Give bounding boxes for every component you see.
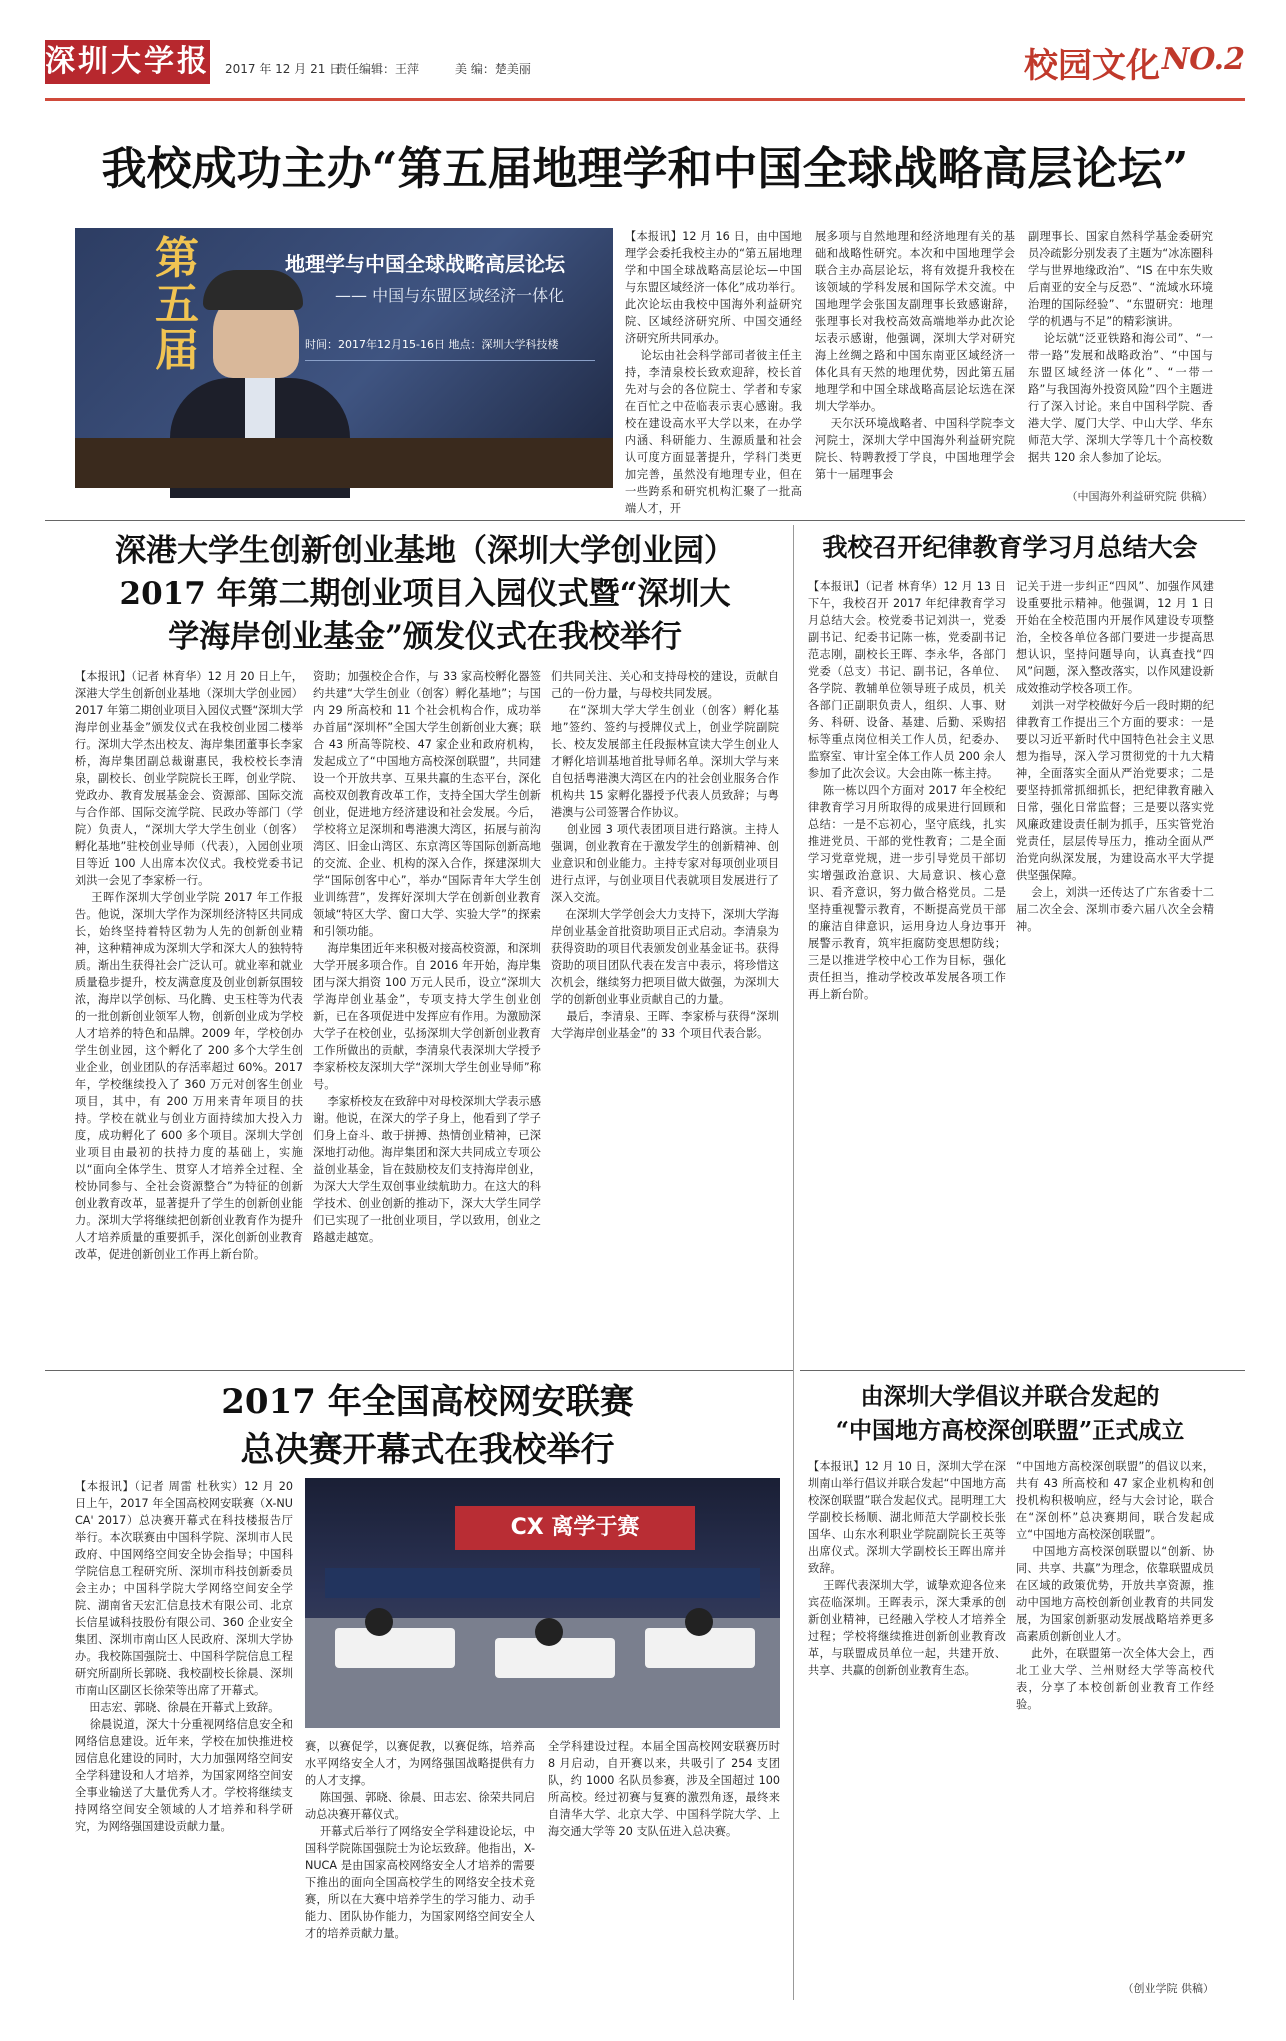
paper-name-logo: 深圳大学报	[45, 40, 210, 84]
article2-headline	[75, 530, 775, 659]
contest-photo	[305, 1478, 780, 1728]
contest-desk-left	[335, 1628, 455, 1668]
masthead	[45, 38, 1245, 98]
article4-col1: 【本报讯】（记者 周雷 杜秋实）12 月 20 日上午，2017 年全国高校网安联赛（X-NUCA' 2017）总决赛开幕式在科技楼报告厅举行。本次联赛由中国科学院、深圳市人民政府、中国网络空间安全协会指导；中国科学院信息工程研究所、深圳市科技创新委员会主办；中国科学院大学网络空间安全学院、湖南省天宏汇信息技术有限公司、北京长信星诚科技股份有限公司、360 企业安全集团、深圳市南山区人民政府、深圳大学协办。我校陈国强院士、中国科学院信息工程研究所副所长郭晓、我校副校长徐晨、深圳市南山区副区长徐荣等出席了开幕式。 田志宏、郭晓、徐晨在开幕式上致辞。 徐晨说道，深大十分重视网络信息安全和网络信息建设。近年来，学校在加快推进校园信息化建设的同时，大力加强网络空间安全学科建设和人才培养，为国家网络空间安全事业输送了大量优秀人才。学校将继续支持网络空间安全领域的人才培养和科学研究，为网络强国建设贡献力量。	[75, 1480, 293, 1833]
contest-stage	[325, 1568, 760, 1598]
article2-col1: 【本报讯】（记者 林育华）12 月 20 日上午，深港大学生创新创业基地（深圳大学创业园）2017 年第二期创业项目入园仪式暨“深圳大学海岸创业基金”颁发仪式在我校创业园二楼举行。深圳大学杰出校友、海岸集团董事长李家桥，海岸集团副总裁谢惠民，我校校长李清泉，副校长、创业学院院长王晖，创业学院、党政办、教育发展基金会、资源部、国际交流与合作部、国际交流学院、民政办等部门（学院）负责人，“深圳大学大学生创业（创客）孵化基地”驻校创业导师（代表），入园创业项目等近 100 人出席本次仪式。我校党委书记刘洪一会见了李家桥一行。 王晖作深圳大学创业学院 2017 年工作报告。他说，深圳大学作为深圳经济特区共同成长，始终坚持着特区勃为人先的创新创业精神，这种精神成为深圳大学和深大人的独特特质。渐出生获得社会广泛认可。就业率和就业质量稳步提升，校友满意度及创业创新氛围较浓，海岸以学创标、马化腾、史玉柱等为代表的一批创新创业领军人物，创新创业成为学校人才培养的特色和品牌。2009 年，学校创办学生创业园，这个孵化了 200 多个大学生创业企业，创业团队的存活率超过 60%。2017 年，学校继续投入了 360 万元对创客生创业项目，其中，有 200 万用来青年项目的扶持。学校在就业与创业方面持续加大投入力度，成功孵化了 600 多个项目。深圳大学创业项目由最初的扶持力度的基础上，实施以“面向全体学生、贯穿人才培养全过程、全校协同参与、全社会资源整合”为特征的创新创业教育改革，显著提升了学生的创新创业能力。深圳大学将继续把创新创业教育作为提升人才培养质量的重要抓手，深化创新创业教育改革，促进创新创业工作再上新台阶。	[75, 670, 304, 1261]
article4-headline-line2: 总决赛开幕式在我校举行	[240, 1430, 615, 1470]
article2-headline-line3: 学海岸创业基金”颁发仪式在我校举行	[168, 619, 682, 655]
article4-headline-line1: 2017 年全国高校网安联赛	[221, 1382, 634, 1422]
article4-headline	[75, 1378, 780, 1474]
article3-col2: 记关于进一步纠正“四风”、加强作风建设重要批示精神。他强调，12 月 1 日开始在全校范围内开展作风建设专项整治，全校各单位各部门要进一步提高思想认识，坚持问题导向，认真查找“四风”问题，深入整改落实，以作风建设新成效推动学校各项工作。 刘洪一对学校做好今后一段时期的纪律教育工作提出三个方面的要求：一是要以习近平新时代中国特色社会主义思想为指导，深入学习贯彻党的十九大精神，全面落实全面从严治党要求；二是要坚持抓常抓细抓长，把纪律教育融入日常，强化日常监督；三是要以落实党风廉政建设责任制为抓手，压实管党治党责任，层层传导压力，推动全面从严治党向纵深发展，为建设高水平大学提供坚强保障。 会上，刘洪一还传达了广东省委十二届二次全会、深圳市委六届八次全会精神。	[1016, 580, 1214, 933]
issue-date: 2017 年 12 月 21 日	[225, 62, 342, 76]
article4-col3: 全学科建设过程。本届全国高校网安联赛历时 8 月启动，自开赛以来，共吸引了 254 支团队，约 1000 名队员参赛，涉及全国超过 100 所高校。经过初赛与复赛的激烈角逐，最终来自清华大学、北京大学、中国科学院大学、上海交通大学等 20 支队伍进入总决赛。	[548, 1740, 784, 1838]
forum-banner-time: 时间：2017年12月15-16日 地点：深圳大学科技楼	[305, 338, 559, 351]
article2-col3: 们共同关注、关心和支持母校的建设，贡献自己的一份力量，与母校共同发展。 在“深圳大学大学生创业（创客）孵化基地”签约、签约与授牌仪式上，创业学院副院长、校友发展部主任段振林宣读大学生创业人才孵化培训基地首批导师名单。深圳大学与来自包括粤港澳大湾区在内的社会创业服务合作机构共 15 家孵化器授予代表人员致辞；与粤港澳与公司签署合作协议。 创业园 3 项代表团项目进行路演。主持人强调，创业教育在于激发学生的创新精神、创业意识和创业能力。主持专家对每项创业项目进行点评，与创业项目代表就项目发展进行了深入交流。 在深圳大学学创会大力支持下，深圳大学海岸创业基金首批资助项目正式启动。李清泉为获得资助的项目代表颁发创业基金证书。获得资助的项目团队代表在发言中表示，将珍惜这次机会，继续努力把项目做大做强，为深圳大学的创新创业事业贡献自己的力量。 最后，李清泉、王晖、李家桥与获得“深圳大学海岸创业基金”的 33 个项目代表合影。	[551, 670, 780, 1040]
article1-headline: 我校成功主办“第五届地理学和中国全球战略高层论坛”	[101, 142, 1189, 195]
editor-credit: 责任编辑：王萍	[335, 62, 420, 76]
article5-headline-line2: “中国地方高校深创联盟”正式成立	[835, 1417, 1185, 1444]
article1-col3: 副理事长、国家自然科学基金委研究员冷疏影分别发表了主题为“冰冻圈科学与世界地缘政治”、“IS 在中东失败后南亚的安全与反恐”、“流域水环境治理的国际经验”、“东盟研究：地理学的机遇与不足”的精彩演讲。 论坛就“泛亚铁路和海公司”、“一带一路”发展和战略政治”、“中国与东盟区域经济一体化”、“一带一路”与我国海外投资风险”四个主题进行了深入讨论。来自中国科学院、香港大学、厦门大学、中山大学、华东师范大学、深圳大学等几十个高校数据共 120 余人参加了论坛。	[1028, 230, 1213, 464]
article3-headline: 我校召开纪律教育学习月总结大会	[822, 533, 1198, 562]
masthead-rule	[45, 98, 1245, 101]
article1-col2: 展多项与自然地理和经济地理有关的基础和战略性研究。本次和中国地理学会联合主办高层论坛，将有效提升我校在该领域的学科发展和国际学术交流。中国地理学会张国友副理事长致感谢辞，张理事长对我校高效高端地举办此次论坛表示感谢，他强调，深圳大学对研究海上丝绸之路和中国东南亚区域经济一体化具有天然的地理优势，因此第五届地理学和中国全球战略高层论坛选在深圳大学举办。 天尔沃环境战略者、中国科学院李文河院士，深圳大学中国海外利益研究院院长、特聘教授丁学良，中国地理学会第十一届理事会	[815, 230, 1015, 481]
section-divider-2	[45, 1370, 793, 1371]
article2-headline-line2: 2017 年第二期创业项目入园仪式暨“深圳大	[119, 576, 731, 612]
speaker-hair	[203, 270, 303, 310]
article5-headline-line1: 由深圳大学倡议并联合发起的	[860, 1383, 1160, 1410]
article5-signoff: （创业学院 供稿）	[1122, 1982, 1214, 1995]
banner-organizer-block	[305, 360, 595, 431]
podium	[75, 438, 613, 488]
article2-headline-line1: 深港大学生创新创业基地（深圳大学创业园）	[115, 533, 735, 569]
forum-banner-subtitle: —— 中国与东盟区域经济一体化	[335, 286, 565, 305]
forum-banner-big-title: 第五届	[155, 233, 199, 376]
section-name: 校园文化	[1024, 46, 1160, 86]
article1-col1: 【本报讯】12 月 16 日，由中国地理学会委托我校主办的“第五届地理学和中国全球战略高层论坛—中国与东盟区域经济一体化”成功举行。此次论坛由我校中国海外利益研究院、区域经济研究所、中国交通经济研究所共同承办。 论坛由社会科学部司者彼主任主持，李清泉校长致欢迎辞，校长首先对与会的各位院士、学者和专家在百忙之中莅临表示衷心感谢。我校在建设高水平大学以来，在办学内涵、科研能力、生源质量和社会认可度方面显著提升，学科门类更加完善，虽然没有地理专业，但在一些跨系和研究机构汇聚了一批高端人才，开	[625, 230, 802, 515]
article5-headline	[805, 1380, 1215, 1448]
contestant-1	[365, 1608, 393, 1636]
contest-photo-banner: CX 离学于赛	[455, 1506, 695, 1550]
forum-photo	[75, 228, 613, 488]
contestant-3	[685, 1608, 713, 1636]
article5-col1: 【本报讯】12 月 10 日，深圳大学在深圳南山举行倡议并联合发起“中国地方高校深创联盟”联合发起仪式。昆明理工大学副校长杨顺、湖北师范大学副校长张国华、山东水利职业学院副院长王英等出席仪式。深圳大学副校长王晖出席并致辞。 王晖代表深圳大学，诚挚欢迎各位来宾莅临深圳。王晖表示，深大秉承的创新创业精神，已经融入学校人才培养全过程；学校将继续推进创新创业教育改革，与联盟成员单位一起，共建开放、共享、共赢的创新创业教育生态。	[808, 1460, 1006, 1677]
article1-signoff: （中国海外利益研究院 供稿）	[1066, 490, 1213, 503]
forum-banner-title: 地理学与中国全球战略高层论坛	[285, 252, 565, 276]
page-number: NO.2	[1161, 42, 1245, 77]
article4-col2: 赛，以赛促学，以赛促教，以赛促练，培养高水平网络安全人才，为网络强国战略提供有力的人才支撑。 陈国强、郭晓、徐晨、田志宏、徐荣共同启动总决赛开幕仪式。 开幕式后举行了网络安全学科建设论坛，中国科学院陈国强院士为论坛致辞。他指出，X-NUCA 是由国家高校网络安全人才培养的需要下推出的面向全国高校学生的网络安全技术竞赛，所以在大赛中培养学生的学习能力、动手能力、团队协作能力，为国家网络空间安全人才的培养贡献力量。	[305, 1740, 535, 1940]
article2-col2: 资助；加强校企合作，与 33 家高校孵化器签约共建“大学生创业（创客）孵化基地”；与国内 29 所高校和 11 个社会机构合作，成功举办首届“深圳杯”全国大学生创新创业大赛；联合 43 所高等院校、47 家企业和政府机构，发起成立了“中国地方高校深创联盟”，共同建设一个开放共享、互果共赢的生态平台，深化高校双创教育改革工作，支持全国大学生创新创业，促进地方经济建设和社会发展。今后，学校将立足深圳和粤港澳大湾区，拓展与前沟湾区、旧金山湾区、东京湾区等国际创新高地的交流、企业、机构的深入合作，探建深圳大学“国际创客中心”，举办“国际青年大学生创业训练营”，发挥好深圳大学在创新创业教育领域“特区大学、窗口大学、实验大学”的探索和引领功能。 海岸集团近年来积极对接高校资源，和深圳大学开展多项合作。自 2016 年开始，海岸集团与深大捐资 100 万元人民币，设立“深圳大学海岸创业基金”，专项支持大学生创业创新，已在各项促进中发挥应有作用。为激励深大学子在校创业，弘扬深圳大学创新创业教育工作所做出的贡献，李清泉代表深圳大学授予李家桥校友深圳大学“深圳大学生创业导师”称号。 李家桥校友在致辞中对母校深圳大学表示感谢。他说，在深大的学子身上，他看到了学子们身上奋斗、敢于拼搏、热情创业精神，已深深地打动他。海岸集团和深大共同成立专项公益创业基金，旨在鼓励校友们支持海岸创业，为深大大学生双创事业续航助力。在这大的科学技术、创业创新的推动下，深大大学生同学们已实现了一批创业项目，学以致用，创业之路越走越宽。	[313, 670, 541, 1244]
contestant-2	[535, 1618, 563, 1646]
section-divider-1	[45, 520, 1245, 521]
article5-col2: “中国地方高校深创联盟”的倡议以来，共有 43 所高校和 47 家企业机构和创投机构积极响应，经与大会讨论，联合在“深创杯”总决赛期间，联合发起成立“中国地方高校深创联盟”。 中国地方高校深创联盟以“创新、协同、共享、共赢”为理念，依靠联盟成员在区域的政策优势，开放共享资源，推动中国地方高校创新创业教育的共同发展，为国家创新驱动发展战略培养更多高素质创新创业人才。 此外，在联盟第一次全体大会上，西北工业大学、兰州财经大学等高校代表，分享了本校创新创业教育工作经验。	[1016, 1460, 1215, 1711]
article3-col1: 【本报讯】（记者 林育华）12 月 13 日下午，我校召开 2017 年纪律教育学习月总结大会。校党委书记刘洪一，党委副书记、纪委书记陈一栋，党委副书记范志刚，副校长王晖、李永华，各部门党委（总支）书记、副书记，各单位、各学院、教辅单位领导班子成员，机关各部门正副职负责人，组织、人事、财务、科研、设备、基建、后勤、采购招标等重点岗位相关工作人员，纪委办、监察室、审计室全体工作人员 200 余人参加了此次会议。大会由陈一栋主持。 陈一栋以四个方面对 2017 年全校纪律教育学习月所取得的成果进行回顾和总结：一是不忘初心，坚守底线，扎实推进党员、干部的党性教育；二是全面学习党章党规，进一步引导党员干部切实增强政治意识、大局意识、核心意识、看齐意识，努力做合格党员。二是坚持重视警示教育，不断提高党员干部的廉洁自律意识，运用身边人身边事开展警示教育，筑牢拒腐防变思想防线；三是以推进学校中心工作为目标，强化责任担当，推动学校改革发展各项工作再上新台阶。	[808, 580, 1006, 1001]
designer-credit: 美 编：楚美丽	[455, 62, 531, 76]
column-divider	[793, 525, 794, 2000]
section-divider-3	[800, 1370, 1245, 1371]
